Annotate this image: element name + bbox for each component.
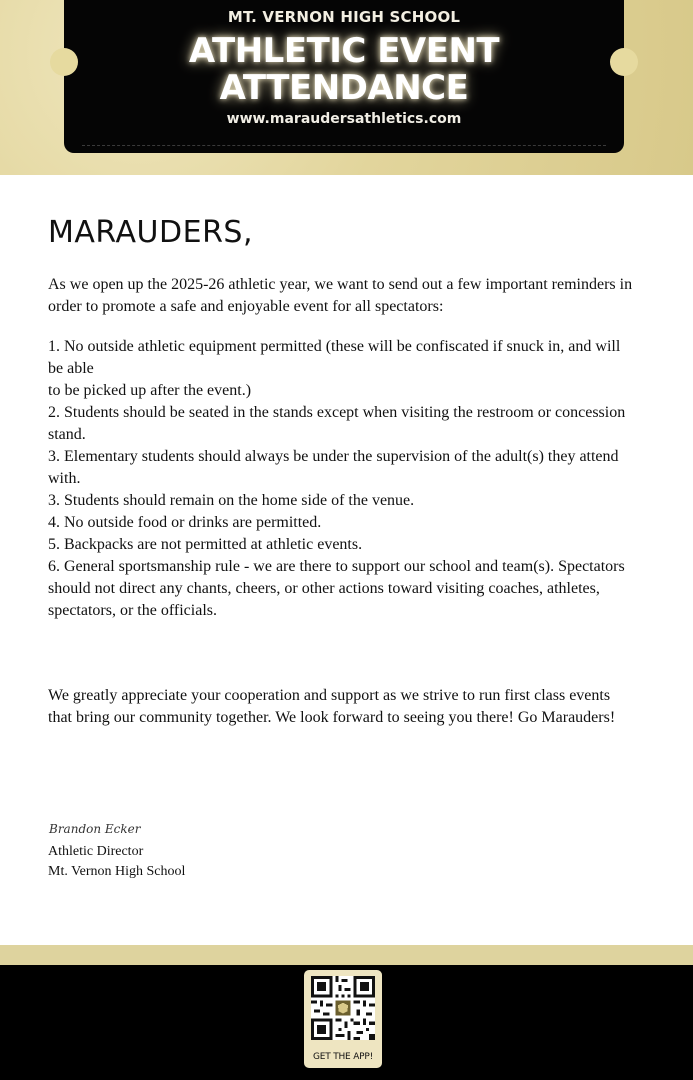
rule-line: 1. No outside athletic equipment permitted (these will be confiscated if snuck in, and will be able bbox=[48, 338, 621, 377]
title-line-2: ATTENDANCE bbox=[219, 68, 469, 108]
app-download-card[interactable] bbox=[304, 970, 382, 1068]
signer-title: Athletic Director bbox=[48, 844, 144, 859]
signature: Brandon Ecker bbox=[49, 822, 141, 836]
signature-block bbox=[48, 842, 185, 882]
title-line-1: ATHLETIC EVENT bbox=[188, 31, 500, 71]
website-link[interactable]: www.maraudersathletics.com bbox=[226, 111, 462, 127]
get-app-label[interactable]: GET THE APP! bbox=[312, 1052, 374, 1062]
school-name: MT. VERNON HIGH SCHOOL bbox=[227, 8, 461, 26]
greeting-heading: MARAUDERS, bbox=[48, 215, 253, 250]
qr-code-icon[interactable] bbox=[311, 976, 375, 1040]
rule-line: 5. Backpacks are not permitted at athletic events. bbox=[48, 536, 363, 553]
rule-line: 6. General sportsmanship rule - we are there to support our school and team(s). Spectators bbox=[48, 558, 625, 575]
ticket-graphic bbox=[64, 0, 624, 153]
rule-line: 3. Students should remain on the home side of the venue. bbox=[48, 492, 415, 509]
closing-paragraph: We greatly appreciate your cooperation and support as we strive to run first class events that bring our community together. We look forward to seeing you there! Go Marauders! bbox=[48, 687, 616, 726]
rule-line: spectators, or the officials. bbox=[48, 602, 217, 619]
rule-line: 3. Elementary students should always be under the supervision of the adult(s) they attend with. bbox=[48, 448, 619, 487]
rule-line: should not direct any chants, cheers, or other actions toward visiting coaches, athletes, bbox=[48, 580, 600, 597]
rule-line: 2. Students should be seated in the stands except when visiting the restroom or concession stand. bbox=[48, 404, 626, 443]
ticket-perforation bbox=[82, 145, 606, 146]
footer-accent-band bbox=[0, 945, 693, 965]
rule-line: to be picked up after the event.) bbox=[48, 382, 252, 399]
signer-organization: Mt. Vernon High School bbox=[48, 864, 186, 879]
rules-list bbox=[48, 336, 638, 622]
intro-paragraph: As we open up the 2025-26 athletic year, we want to send out a few important reminders in order to promote a safe and enjoyable event for all spectators: bbox=[48, 276, 633, 315]
header-banner bbox=[0, 0, 693, 175]
rule-line: 4. No outside food or drinks are permitted. bbox=[48, 514, 322, 531]
